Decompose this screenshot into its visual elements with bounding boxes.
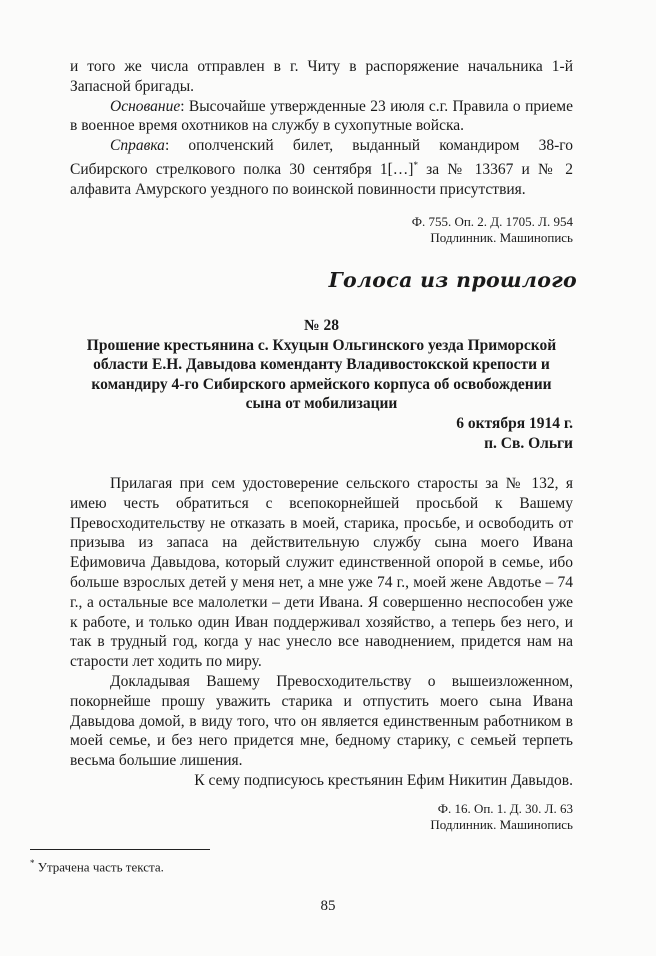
footnote-mark: * bbox=[30, 858, 35, 868]
spravka-label: Справка bbox=[110, 137, 165, 155]
spravka-text-1: : ополченский билет, выданный командиром 38-го Сибирского стрелкового полка 30 сентября 1[…] bbox=[70, 137, 573, 179]
footnote-text: Утрачена часть текста. bbox=[34, 859, 164, 875]
archive-reference-2: Ф. 16. Оп. 1. Д. 30. Л. 63 bbox=[437, 800, 573, 816]
osnovanie-text: : Высочайше утвержденные 23 июля с.г. Правила о приеме в военное время охотников на службу в сухопутные войска. bbox=[70, 97, 573, 135]
document-28 bbox=[70, 316, 573, 833]
osnovanie-paragraph bbox=[70, 97, 573, 137]
continuation-paragraph: и того же числа отправлен в г. Читу в распоряжение начальника 1-й Запасной бригады. bbox=[70, 58, 573, 95]
body-paragraph-1: Прилагая при сем удостоверение сельского старосты за № 132, я имею честь обратиться с всепокорнейшей просьбой к Вашему Превосходительству не отказать в моей, старика, просьбе, и освободить от призыва из запаса на действительную службу сына моего Ивана Ефимовича Давыдова, который служит единственной опорой в семье, ибо больше взрослых детей у меня нет, а мне уже 74 г., моей жене Авдотье – 74 г., а остальные все малолетки – дети Ивана. Я совершенно неспособен уже к работе, и только один Иван поддерживал хозяйство, а теперь без него, и так в трудный год, когда у нас унесло все наводнением, придется нам на старости лет ходить по миру. bbox=[70, 474, 573, 671]
top-section bbox=[70, 57, 573, 246]
section-heading: Голоса из прошлого bbox=[328, 268, 577, 292]
footnote-divider bbox=[30, 849, 210, 850]
document-number: № 28 bbox=[304, 317, 339, 334]
document-place: п. Св. Ольги bbox=[484, 434, 573, 452]
document-type-1: Подлинник. Машинопись bbox=[430, 229, 573, 245]
spravka-paragraph bbox=[70, 136, 573, 200]
document-type-2: Подлинник. Машинопись bbox=[430, 816, 573, 832]
page-number: 85 bbox=[320, 898, 336, 914]
body-paragraph-2: Докладывая Вашему Превосходительству о вышеизложенном, покорнейше прошу уважить старика и отпустить моего сына Ивана Давыдова домой, в виду того, что он является единственным работником в моей семье, и без него придется мне, бедному старику, с семьей терпеть весьма большие лишения. bbox=[70, 672, 573, 770]
footnote-marker: * bbox=[413, 159, 418, 170]
archive-reference-1: Ф. 755. Оп. 2. Д. 1705. Л. 954 bbox=[411, 213, 573, 229]
document-title: Прошение крестьянина с. Кхуцын Ольгинского уезда Приморской области Е.Н. Давыдова коменданту Владивостокской крепости и командиру 4-го Сибирского армейского корпуса об освобождении сына от мобилизации bbox=[86, 336, 557, 413]
osnovanie-label: Основание bbox=[110, 97, 181, 115]
spravka-text-2: за № 13367 и № 2 алфавита Амурского уездного по воинской повинности присутствия. bbox=[70, 161, 574, 198]
footnote bbox=[30, 858, 164, 875]
document-date: 6 октября 1914 г. bbox=[456, 414, 573, 432]
signature-line: К сему подписуюсь крестьянин Ефим Никитин Давыдов. bbox=[194, 771, 573, 789]
